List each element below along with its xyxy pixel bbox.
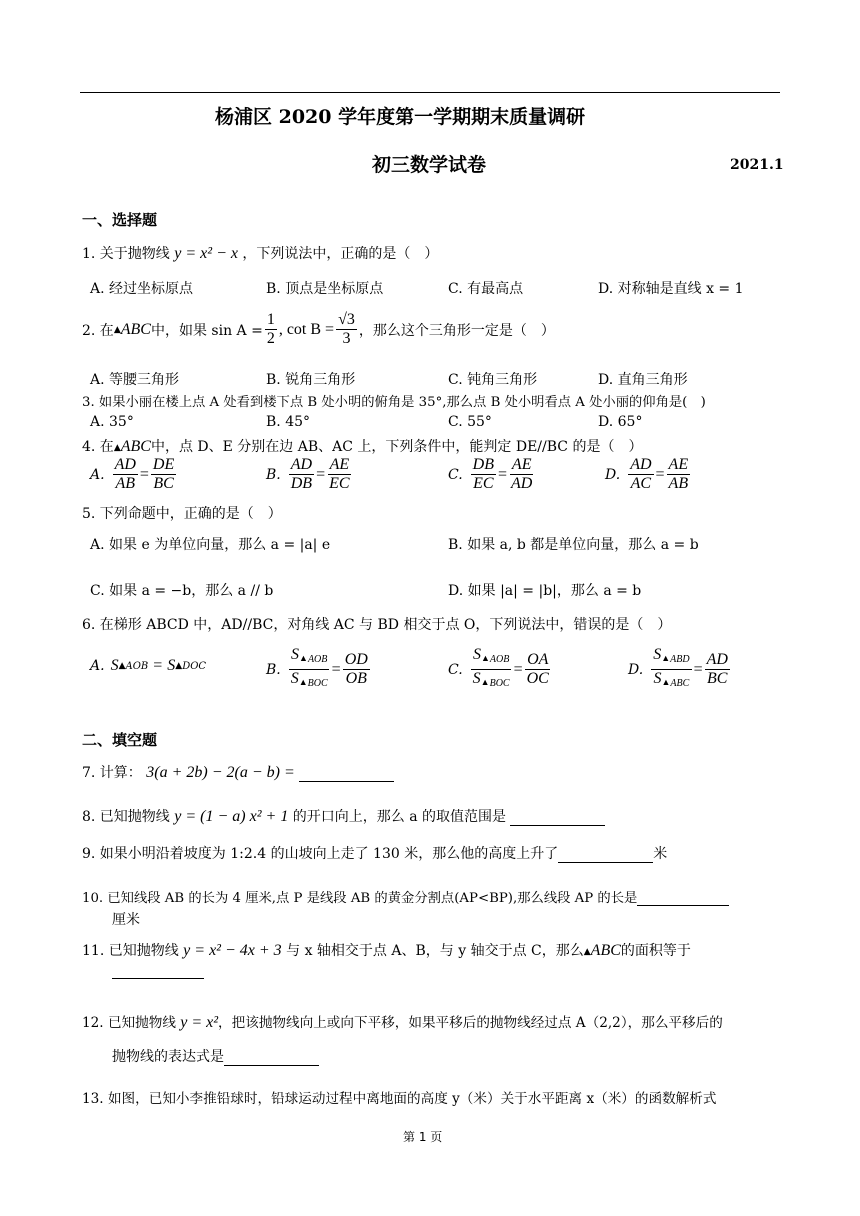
q1-option-d: D. 对称轴是直线 x = 1 (598, 281, 744, 297)
q3-option-b: B. 45° (266, 414, 311, 430)
q6-label-b: B. (266, 661, 281, 678)
question-2 (82, 311, 555, 348)
q6-c-area-frac (471, 646, 512, 693)
header-rule (80, 92, 780, 93)
area-symbol: S (167, 657, 176, 674)
question-11 (82, 940, 691, 960)
frac-den: EC (329, 475, 350, 492)
exam-subtitle: 初三数学试卷 (372, 154, 487, 176)
equals: = (139, 465, 149, 483)
q4-c-frac-1 (471, 456, 496, 493)
q4-a-frac-1 (113, 456, 138, 493)
q11-stem-post: 的面积等于 (620, 943, 691, 959)
q1-option-b: B. 顶点是坐标原点 (266, 281, 384, 297)
question-3: 3. 如果小丽在楼上点 A 处看到楼下点 B 处小明的俯角是 35°,那么点 B 处小明看点 A 处小丽的仰角是( ) (82, 395, 706, 410)
area-symbol: S (653, 670, 662, 687)
q7-stem: 7. 计算： (82, 765, 142, 781)
q3-option-c: C. 55° (448, 414, 492, 430)
q2-option-a: A. 等腰三角形 (90, 372, 180, 388)
q12-line2 (112, 1046, 319, 1066)
equals: = (498, 465, 508, 483)
frac-num: DB (472, 456, 494, 473)
q8-answer-blank[interactable] (510, 811, 605, 826)
triangle-icon: ▲ (661, 677, 671, 687)
q6-option-a (90, 657, 206, 675)
triangle-icon: ▲ (299, 653, 308, 663)
question-10 (82, 887, 729, 906)
q6-option-b (266, 646, 372, 693)
q4-b-frac-1 (289, 456, 314, 493)
q7-answer-blank[interactable] (299, 767, 394, 782)
equals: = (655, 465, 665, 483)
q4-label-d: D. (605, 466, 621, 483)
q2-option-c: C. 钝角三角形 (448, 372, 538, 388)
q6-d-area-frac (651, 646, 691, 693)
q11-answer-blank[interactable] (112, 978, 204, 979)
area-symbol: S (110, 657, 119, 674)
q2-cot-frac (336, 311, 357, 348)
frac-num: AD (706, 651, 728, 668)
q2-cot: , cot B = (278, 320, 335, 338)
frac-num: AD (114, 456, 136, 473)
q2-stem-post: ，那么这个三角形一定是（ ） (358, 322, 555, 339)
triangle-icon: ▲ (113, 324, 121, 335)
q2-sin-frac (265, 311, 277, 348)
q2-cot-den: 3 (342, 330, 351, 347)
page-number: 第 1 页 (403, 1130, 443, 1144)
q6-b-frac (343, 651, 370, 688)
q12-stem-pre: 12. 已知抛物线 (82, 1015, 176, 1031)
q4-stem-pre: 4. 在 (82, 439, 114, 455)
triangle-icon: ▲ (298, 677, 308, 687)
q4-label-c: C. (448, 466, 463, 483)
frac-den: AC (630, 475, 652, 492)
q6-option-d (628, 646, 732, 693)
question-12 (82, 1011, 723, 1032)
triangle-icon: ▲ (175, 660, 183, 671)
q4-c-frac-2 (509, 456, 534, 493)
q2-option-d: D. 直角三角形 (598, 372, 688, 388)
question-5: 5. 下列命题中，正确的是（ ） (82, 506, 282, 522)
equals: = (693, 660, 703, 678)
q4-option-c (448, 456, 536, 493)
q12-line2-text: 抛物线的表达式是 (112, 1049, 224, 1065)
frac-den: EC (473, 475, 494, 492)
triangle-icon: ▲ (583, 947, 591, 957)
frac-den: DB (290, 475, 313, 492)
exam-title: 杨浦区 2020 学年度第一学期期末质量调研 (215, 106, 586, 128)
q1-option-c: C. 有最高点 (448, 281, 524, 297)
q6-b-area-frac (289, 646, 330, 693)
question-1 (82, 243, 438, 263)
q6-c-frac (525, 651, 551, 688)
q9-answer-blank[interactable] (558, 848, 653, 863)
frac-num: OA (527, 651, 549, 668)
area-subscript: AOB (307, 654, 328, 665)
q11-stem-pre: 11. 已知抛物线 (82, 943, 179, 959)
section-title-fill: 二、填空题 (82, 731, 158, 749)
q4-label-a: A. (90, 466, 105, 483)
area-symbol: S (472, 646, 481, 663)
section-title-choice: 一、选择题 (82, 211, 158, 229)
q6-label-c: C. (448, 661, 463, 678)
q4-a-frac-2 (151, 456, 176, 493)
q5-option-d: D. 如果 |a| = |b|，那么 a = b (448, 583, 642, 599)
frac-den: AB (115, 475, 135, 492)
q5-option-c: C. 如果 a = −b，那么 a // b (90, 583, 274, 599)
q3-option-a: A. 35° (90, 414, 134, 430)
q9-stem: 9. 如果小明沿着坡度为 1:2.4 的山坡向上走了 130 米，那么他的高度上升了 (82, 846, 559, 862)
triangle-icon: ▲ (118, 660, 126, 671)
q8-stem-pre: 8. 已知抛物线 (82, 809, 170, 825)
frac-den: BC (153, 475, 174, 492)
q2-mid: 中，如果 sin A = (150, 322, 263, 339)
equals: = (316, 465, 326, 483)
q12-stem-post: ，把该抛物线向上或向下平移，如果平移后的抛物线经过点 A（2,2），那么平移后的 (218, 1015, 723, 1031)
area-subscript: AOB (489, 654, 510, 665)
area-subscript: ABD (670, 654, 690, 665)
q6-option-c (448, 646, 553, 693)
area-subscript: ABC (670, 678, 690, 689)
q4-option-d (605, 456, 692, 493)
q10-unit: 厘米 (112, 912, 140, 928)
frac-num: OD (344, 651, 368, 668)
frac-den: OC (526, 670, 549, 687)
area-subscript: DOC (182, 660, 207, 672)
triangle-icon: ▲ (480, 653, 490, 663)
q8-formula: y = (1 − a) x² + 1 (174, 808, 289, 825)
q2-cot-num: √3 (338, 311, 355, 328)
q11-stem-mid: 与 x 轴相交于点 A、B，与 y 轴交于点 C，那么 (286, 943, 584, 959)
q8-stem-post: 的开口向上，那么 a 的取值范围是 (292, 809, 507, 825)
area-subscript: AOB (125, 660, 149, 672)
frac-num: AE (511, 456, 532, 473)
q2-sin-den: 2 (266, 330, 275, 347)
q9-unit: 米 (653, 846, 668, 862)
area-subscript: BOC (489, 678, 510, 689)
q2-sin-num: 1 (266, 311, 275, 328)
q10-answer-blank[interactable] (637, 891, 729, 906)
q4-option-b (266, 456, 354, 493)
exam-date: 2021.1 (730, 157, 784, 173)
area-symbol: S (472, 670, 481, 687)
q4-stem-post: 中，点 D、E 分别在边 AB、AC 上，下列条件中，能判定 DE//BC 的是（ ） (150, 439, 643, 455)
q6-d-frac (705, 651, 730, 688)
question-7 (82, 762, 394, 782)
q6-label-a: A. (90, 658, 105, 674)
q1-stem-pre: 1. 关于抛物线 (82, 246, 170, 262)
frac-den: AB (668, 475, 689, 492)
frac-num: AD (290, 456, 313, 473)
frac-num: AE (668, 456, 689, 473)
q12-formula: y = x² (180, 1014, 219, 1031)
question-4 (82, 436, 642, 456)
q11-triangle: ABC (590, 942, 621, 959)
q11-formula: y = x² − 4x + 3 (183, 942, 282, 959)
q4-option-a (90, 456, 178, 493)
equals: = (153, 657, 163, 674)
question-13: 13. 如图，已知小李推铅球时，铅球运动过程中离地面的高度 y（米）关于水平距离 x（米）的函数解析式 (82, 1091, 717, 1107)
frac-den: OB (345, 670, 367, 687)
q12-answer-blank[interactable] (224, 1051, 319, 1066)
q1-option-a: A. 经过坐标原点 (90, 281, 194, 297)
q2-stem-pre: 2. 在 (82, 322, 114, 339)
question-8 (82, 806, 605, 826)
equals: = (331, 660, 341, 678)
area-subscript: BOC (307, 678, 328, 689)
q1-formula: y = x² − x (174, 245, 238, 262)
q4-d-frac-1 (628, 456, 653, 493)
q1-stem-post: ，下列说法中，正确的是（ ） (242, 246, 439, 262)
q4-b-frac-2 (327, 456, 351, 493)
frac-num: DE (152, 456, 175, 473)
triangle-icon: ▲ (480, 677, 490, 687)
triangle-icon: ▲ (661, 653, 671, 663)
frac-num: AE (329, 456, 350, 473)
frac-num: AD (630, 456, 652, 473)
triangle-icon: ▲ (113, 443, 121, 453)
area-symbol: S (290, 670, 299, 687)
q4-triangle: ABC (120, 438, 151, 455)
q10-stem: 10. 已知线段 AB 的长为 4 厘米,点 P 是线段 AB 的黄金分割点(AP<BP),那么线段 AP 的长是 (82, 891, 638, 906)
question-9 (82, 843, 667, 863)
frac-den: BC (707, 670, 728, 687)
q3-option-d: D. 65° (598, 414, 643, 430)
q4-label-b: B. (266, 466, 281, 483)
area-symbol: S (653, 646, 662, 663)
q7-formula: 3(a + 2b) − 2(a − b) = (146, 764, 295, 781)
q5-option-b: B. 如果 a, b 都是单位向量，那么 a = b (448, 537, 699, 553)
q5-option-a: A. 如果 e 为单位向量，那么 a = |a| e (90, 537, 331, 553)
equals: = (513, 660, 523, 678)
q4-d-frac-2 (667, 456, 691, 493)
q6-label-d: D. (628, 661, 644, 678)
frac-den: AD (511, 475, 533, 492)
area-symbol: S (291, 646, 300, 663)
question-6: 6. 在梯形 ABCD 中，AD//BC，对角线 AC 与 BD 相交于点 O，下列说法中，错误的是（ ） (82, 617, 672, 633)
q2-option-b: B. 锐角三角形 (266, 372, 356, 388)
q2-triangle: ABC (120, 320, 151, 338)
